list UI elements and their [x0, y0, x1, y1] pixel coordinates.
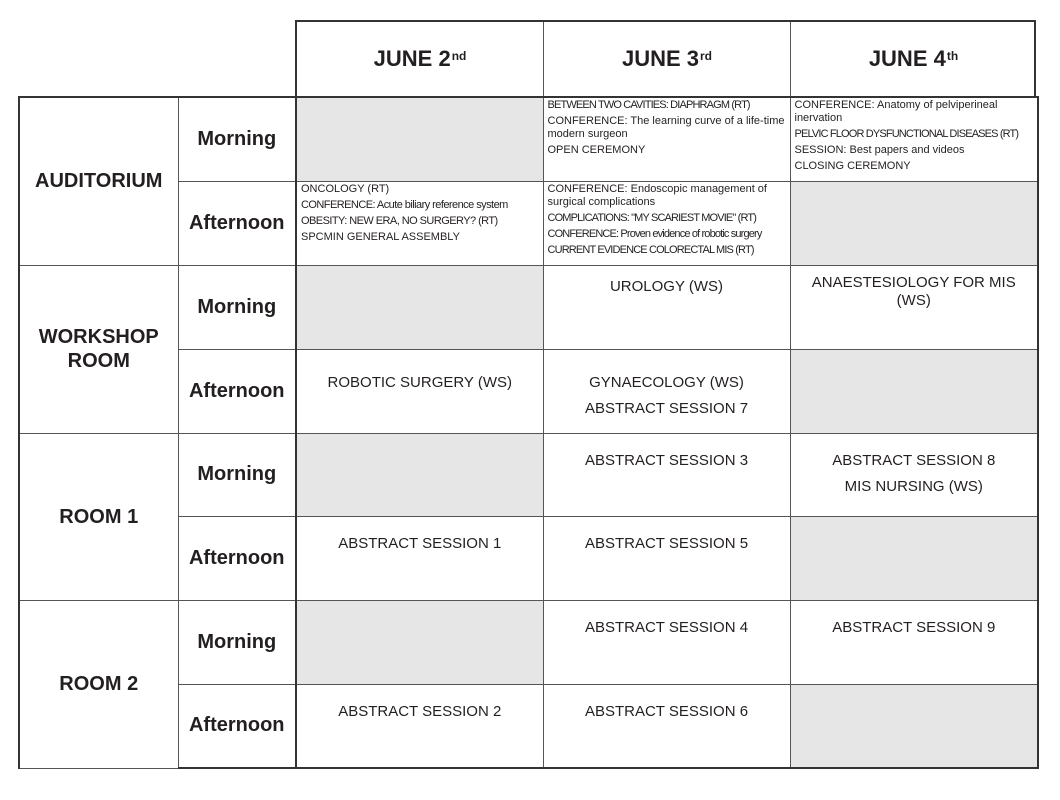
session-item: OBESITY: NEW ERA, NO SURGERY? (RT) [301, 214, 498, 227]
slot-label-morning: Morning [178, 97, 296, 181]
session-item: ABSTRACT SESSION 5 [584, 534, 749, 552]
day-header-row [295, 20, 1036, 96]
empty-cell [790, 684, 1038, 768]
schedule-cell [543, 181, 790, 265]
day-header-june-2 [297, 22, 544, 96]
schedule-cell [790, 97, 1038, 181]
empty-cell [296, 600, 543, 684]
session-item: ABSTRACT SESSION 2 [338, 702, 502, 720]
schedule-cell [543, 265, 790, 349]
session-item: OPEN CEREMONY [547, 144, 646, 156]
session-item: MIS NURSING (WS) [844, 477, 983, 495]
schedule-cell [296, 684, 543, 768]
session-item: BETWEEN TWO CAVITIES: DIAPHRAGM (RT) [547, 99, 750, 111]
session-item: ANAESTESIOLOGY FOR MIS (WS) [811, 273, 1016, 309]
session-item: CONFERENCE: Proven evidence of robotic surgery [547, 227, 762, 240]
session-item: CONFERENCE: Anatomy of pelviperineal inervation [794, 99, 998, 124]
schedule-cell [543, 684, 790, 768]
session-item: ONCOLOGY (RT) [301, 182, 390, 195]
table-row [19, 265, 1038, 349]
session-item: SESSION: Best papers and videos [794, 144, 965, 156]
empty-cell [296, 265, 543, 349]
session-item: GYNAECOLOGY (WS) [589, 373, 744, 391]
day-label: JUNE 3 [621, 46, 700, 71]
empty-cell [790, 516, 1038, 600]
room-label-room-2: ROOM 2 [19, 600, 178, 768]
session-item: ABSTRACT SESSION 1 [338, 534, 502, 552]
schedule-cell [543, 600, 790, 684]
session-item: CURRENT EVIDENCE COLORECTAL MIS (RT) [547, 243, 754, 256]
day-suffix: rd [700, 49, 713, 63]
empty-cell [296, 433, 543, 516]
day-suffix: th [946, 49, 959, 63]
slot-label-afternoon: Afternoon [178, 349, 296, 433]
room-label-room-1: ROOM 1 [19, 433, 178, 600]
session-item: CONFERENCE: The learning curve of a life-time modern surgeon [547, 115, 785, 140]
schedule-cell [790, 265, 1038, 349]
session-item: UROLOGY (WS) [609, 277, 724, 295]
empty-cell [296, 97, 543, 181]
slot-label-morning: Morning [178, 433, 296, 516]
slot-label-morning: Morning [178, 265, 296, 349]
schedule-cell [543, 97, 790, 181]
table-row [19, 433, 1038, 516]
empty-cell [790, 349, 1038, 433]
day-header-june-3 [544, 22, 791, 96]
session-item: ABSTRACT SESSION 6 [584, 702, 749, 720]
day-header-june-4 [791, 22, 1036, 96]
session-item: CLOSING CEREMONY [794, 160, 911, 172]
session-item: SPCMIN GENERAL ASSEMBLY [301, 230, 460, 243]
schedule-cell [543, 349, 790, 433]
schedule-table [18, 96, 1039, 769]
slot-label-afternoon: Afternoon [178, 684, 296, 768]
day-suffix: nd [451, 49, 467, 63]
schedule-cell [543, 433, 790, 516]
schedule-cell [296, 516, 543, 600]
schedule-cell [296, 349, 543, 433]
day-label: JUNE 4 [868, 46, 946, 71]
day-label: JUNE 2 [373, 46, 451, 71]
empty-cell [790, 181, 1038, 265]
slot-label-afternoon: Afternoon [178, 181, 296, 265]
session-item: ABSTRACT SESSION 9 [832, 618, 996, 636]
session-item: PELVIC FLOOR DYSFUNCTIONAL DISEASES (RT) [794, 128, 1019, 140]
schedule-cell [790, 600, 1038, 684]
room-label-auditorium: AUDITORIUM [19, 97, 178, 265]
session-item: ABSTRACT SESSION 4 [584, 618, 749, 636]
session-item: ABSTRACT SESSION 7 [584, 399, 749, 417]
session-item: CONFERENCE: Acute biliary reference system [301, 198, 508, 211]
slot-label-afternoon: Afternoon [178, 516, 296, 600]
session-item: CONFERENCE: Endoscopic management of surgical complications [547, 182, 767, 208]
schedule-cell [296, 181, 543, 265]
schedule-cell [543, 516, 790, 600]
session-item: ABSTRACT SESSION 8 [832, 451, 996, 469]
table-row [19, 600, 1038, 684]
table-row [19, 97, 1038, 181]
session-item: COMPLICATIONS: "MY SCARIEST MOVIE" (RT) [547, 211, 757, 224]
slot-label-morning: Morning [178, 600, 296, 684]
session-item: ABSTRACT SESSION 3 [584, 451, 749, 469]
room-label-workshop: WORKSHOP ROOM [19, 265, 178, 433]
schedule-cell [790, 433, 1038, 516]
session-item: ROBOTIC SURGERY (WS) [327, 373, 512, 391]
